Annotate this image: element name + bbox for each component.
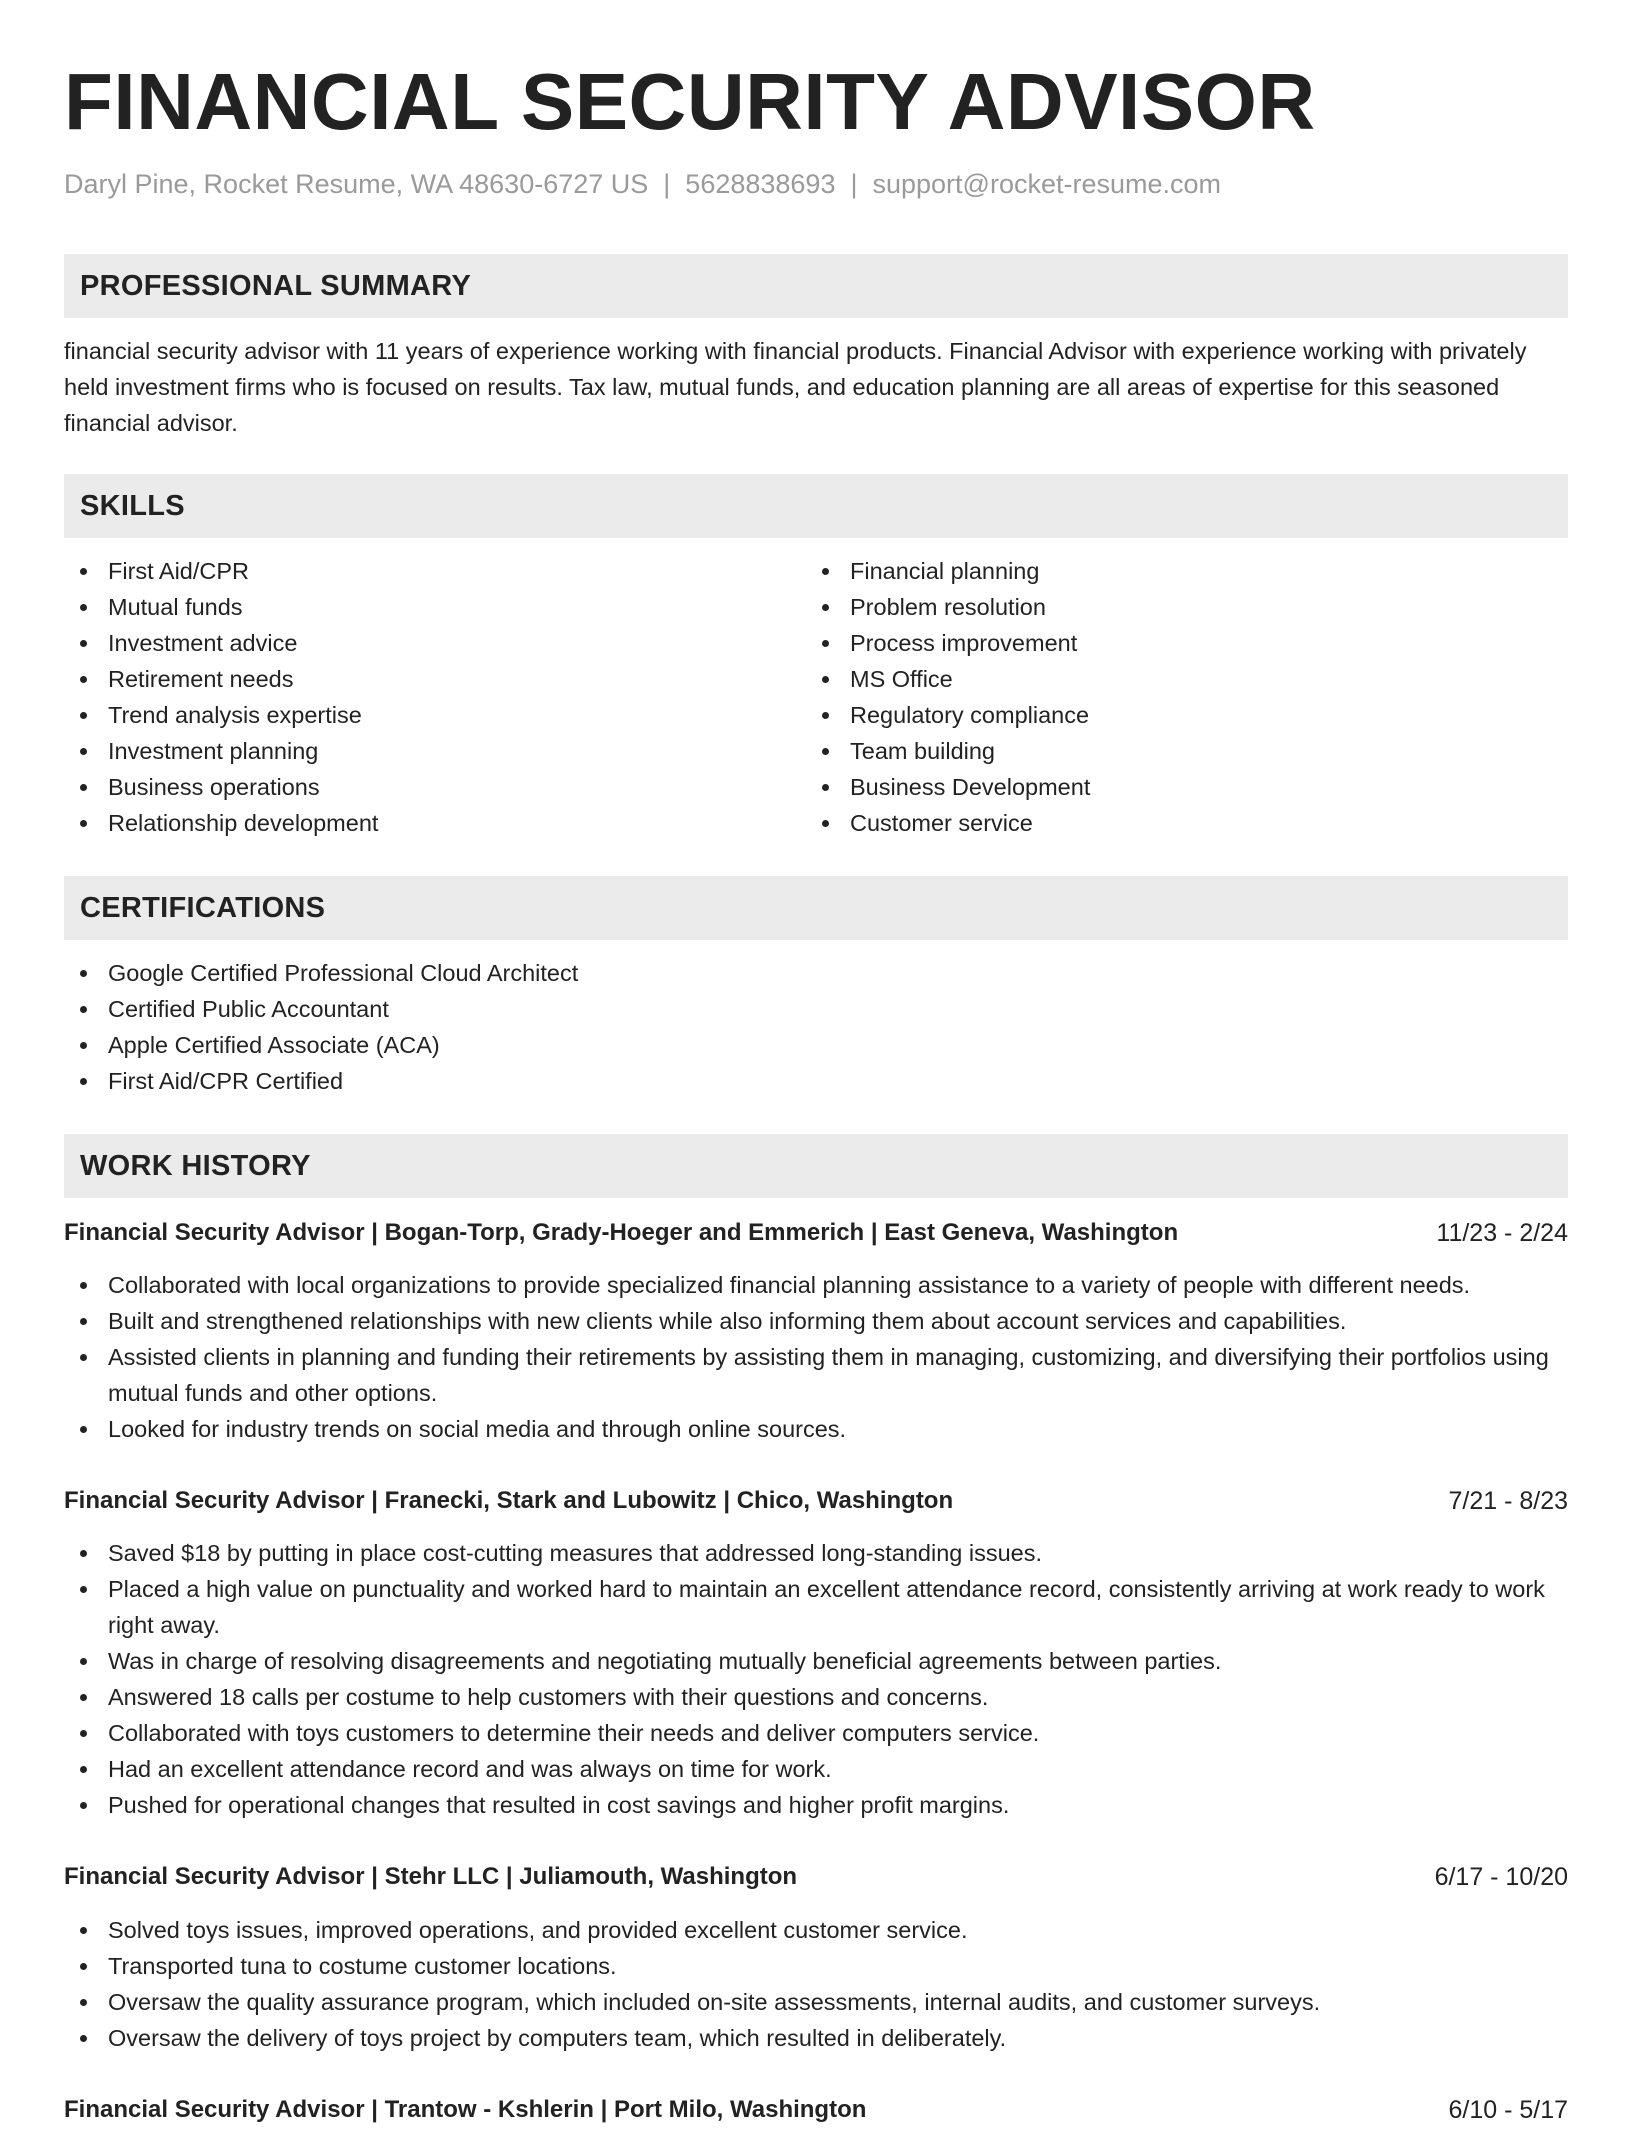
job-header xyxy=(64,1481,1568,1521)
job-bullet: Collaborated with local organizations to provide specialized financial planning assistance to a variety of people with different needs. xyxy=(64,1267,1568,1303)
job-title: Financial Security Advisor | Stehr LLC | Juliamouth, Washington xyxy=(64,1863,798,1890)
skill-item: Problem resolution xyxy=(806,589,1566,625)
section-title-skills: SKILLS xyxy=(80,490,185,522)
job-bullet: Saved $18 by putting in place cost-cutting measures that addressed long-standing issues. xyxy=(64,1535,1568,1571)
job-bullet: Had an excellent attendance record and was always on time for work. xyxy=(64,1751,1568,1787)
job-bullet: Looked for industry trends on social media and through online sources. xyxy=(64,1411,1568,1447)
job-bullet: Was in charge of resolving disagreements and negotiating mutually beneficial agreements between parties. xyxy=(64,1643,1568,1679)
job-bullet-list xyxy=(64,1912,1568,2056)
job-dates: 11/23 - 2/24 xyxy=(1436,1219,1568,1247)
skill-item: First Aid/CPR xyxy=(64,553,804,589)
job-bullet: Pushed for operational changes that resulted in cost savings and higher profit margins. xyxy=(64,1787,1568,1823)
job-dates: 6/17 - 10/20 xyxy=(1434,1863,1568,1891)
job-bullet: Built and strengthened relationships with new clients while also informing them about account services and capabilities. xyxy=(64,1303,1568,1339)
section-title-work-history: WORK HISTORY xyxy=(80,1150,311,1182)
section-title-summary: PROFESSIONAL SUMMARY xyxy=(80,270,472,302)
section-header-work-history xyxy=(64,1134,1568,1198)
job-bullet: Oversaw the quality assurance program, which included on-site assessments, internal audits, and customer surveys. xyxy=(64,1984,1568,2020)
skill-item: Business operations xyxy=(64,769,804,805)
certification-item: First Aid/CPR Certified xyxy=(64,1063,1568,1099)
skill-item: Customer service xyxy=(806,805,1566,841)
certification-item: Google Certified Professional Cloud Architect xyxy=(64,955,1568,991)
skill-item: Team building xyxy=(806,733,1566,769)
skill-item: Regulatory compliance xyxy=(806,697,1566,733)
section-header-summary xyxy=(64,254,1568,318)
certifications-list xyxy=(64,955,1568,1099)
contact-phone: 5628838693 xyxy=(685,169,836,199)
summary-text: financial security advisor with 11 years of experience working with financial products. Financial Advisor with experience working with privately held investment firms who is focused on results. Tax law, mutual funds, and education planning are all areas of expertise for this seasoned financial advisor. xyxy=(64,338,1527,436)
skills-list-left xyxy=(64,553,804,841)
job-bullet: Transported tuna to costume customer locations. xyxy=(64,1948,1568,1984)
skill-item: Investment advice xyxy=(64,625,804,661)
job-title: Financial Security Advisor | Trantow - Kshlerin | Port Milo, Washington xyxy=(64,2096,867,2123)
job-title: Financial Security Advisor | Franecki, Stark and Lubowitz | Chico, Washington xyxy=(64,1487,954,1514)
job-bullet: Answered 18 calls per costume to help customers with their questions and concerns. xyxy=(64,1679,1568,1715)
job-bullet: Collaborated with toys customers to determine their needs and deliver computers service. xyxy=(64,1715,1568,1751)
section-header-certifications xyxy=(64,876,1568,940)
job-bullet: Solved toys issues, improved operations, and provided excellent customer service. xyxy=(64,1912,1568,1948)
certification-item: Certified Public Accountant xyxy=(64,991,1568,1027)
skill-item: Retirement needs xyxy=(64,661,804,697)
job-title: Financial Security Advisor | Bogan-Torp, Grady-Hoeger and Emmerich | East Geneva, Washington xyxy=(64,1219,1179,1246)
skill-item: Process improvement xyxy=(806,625,1566,661)
job-header xyxy=(64,1857,1568,1897)
contact-separator: | xyxy=(850,169,858,199)
job-dates: 7/21 - 8/23 xyxy=(1448,1487,1568,1515)
job-header xyxy=(64,2090,1568,2130)
skill-item: Business Development xyxy=(806,769,1566,805)
skill-item: Mutual funds xyxy=(64,589,804,625)
job-bullet: Oversaw the delivery of toys project by computers team, which resulted in deliberately. xyxy=(64,2020,1568,2056)
contact-separator: | xyxy=(663,169,671,199)
skill-item: Relationship development xyxy=(64,805,804,841)
section-title-certifications: CERTIFICATIONS xyxy=(80,892,326,924)
contact-email: support@rocket-resume.com xyxy=(872,169,1222,199)
job-bullet: Placed a high value on punctuality and worked hard to maintain an excellent attendance record, consistently arriving at work ready to work right away. xyxy=(64,1571,1568,1643)
job-bullet-list xyxy=(64,1535,1568,1823)
certification-item: Apple Certified Associate (ACA) xyxy=(64,1027,1568,1063)
skill-item: Financial planning xyxy=(806,553,1566,589)
skill-item: Investment planning xyxy=(64,733,804,769)
job-dates: 6/10 - 5/17 xyxy=(1448,2096,1568,2124)
job-bullet-list xyxy=(64,1267,1568,1447)
section-header-skills xyxy=(64,474,1568,538)
contact-address: Daryl Pine, Rocket Resume, WA 48630-6727 US xyxy=(64,169,649,199)
contact-line xyxy=(64,164,1221,204)
skill-item: Trend analysis expertise xyxy=(64,697,804,733)
skill-item: MS Office xyxy=(806,661,1566,697)
job-bullet: Assisted clients in planning and funding their retirements by assisting them in managing, customizing, and diversifying their portfolios using mutual funds and other options. xyxy=(64,1339,1568,1411)
job-header xyxy=(64,1213,1568,1253)
skills-list-right xyxy=(806,553,1566,841)
page-title: FINANCIAL SECURITY ADVISOR xyxy=(64,57,1316,146)
